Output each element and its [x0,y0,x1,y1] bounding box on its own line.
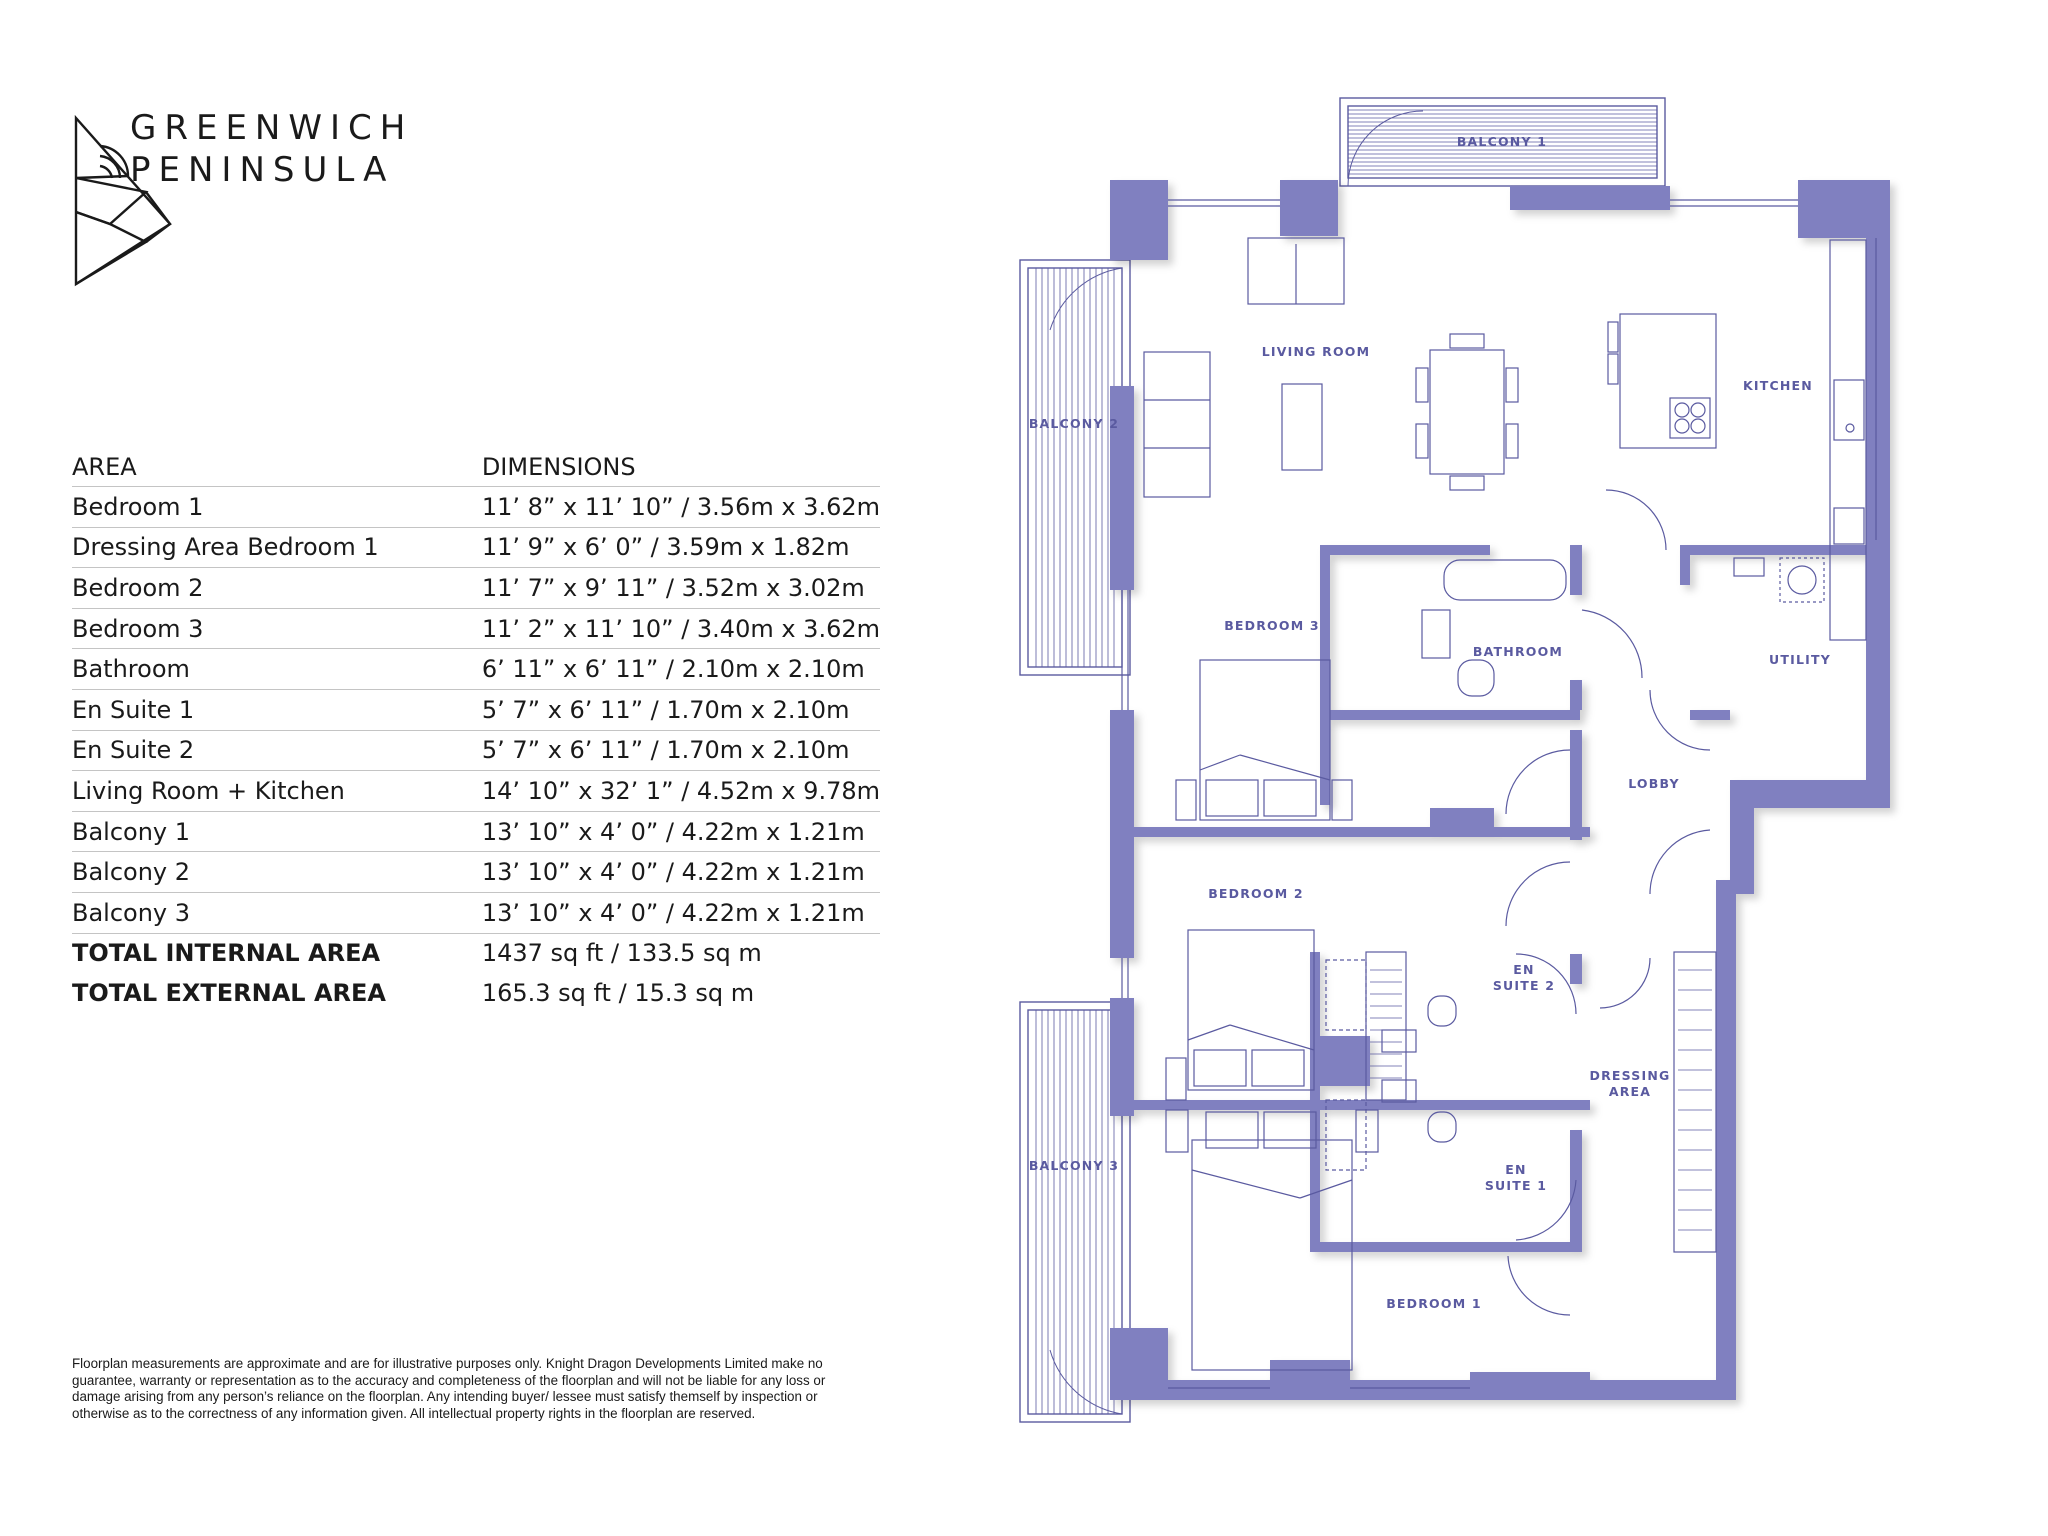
label-bedroom-2: BEDROOM 2 [1208,886,1304,901]
walls [1110,180,1890,1400]
table-row [72,527,880,568]
row-dimensions: 14’ 10” x 32’ 1” / 4.52m x 9.78m [482,771,880,812]
label-dressing-a: DRESSING [1589,1068,1671,1083]
row-area: Balcony 1 [72,811,482,852]
total-row [72,973,880,1013]
total-area-value: 165.3 sq ft / 15.3 sq m [481,978,755,1007]
row-area: En Suite 1 [72,689,482,730]
brand-line-2: PENINSULA [130,150,395,190]
header-dimensions: DIMENSIONS [482,448,880,487]
label-balcony-1: BALCONY 1 [1456,134,1548,149]
label-living-room: LIVING ROOM [1261,344,1371,359]
label-lobby: LOBBY [1628,776,1680,791]
table-row [72,852,880,893]
area-dimensions-table [72,448,880,1013]
label-kitchen: KITCHEN [1743,378,1813,393]
row-dimensions: 13’ 10” x 4’ 0” / 4.22m x 1.21m [482,852,880,893]
row-area: Living Room + Kitchen [72,771,482,812]
table-row [72,487,880,528]
row-dimensions: 13’ 10” x 4’ 0” / 4.22m x 1.21m [482,811,880,852]
label-en-suite-1-b: SUITE 1 [1484,1178,1548,1193]
row-dimensions: 11’ 2” x 11’ 10” / 3.40m x 3.62m [482,608,880,649]
label-dressing-b: AREA [1608,1084,1652,1099]
row-area: Balcony 2 [72,852,482,893]
row-area: Bathroom [72,649,482,690]
row-area: Balcony 3 [72,892,482,933]
row-dimensions: 11’ 9” x 6’ 0” / 3.59m x 1.82m [482,527,880,568]
row-area: Dressing Area Bedroom 1 [72,527,482,568]
label-utility: UTILITY [1769,652,1831,667]
row-area: Bedroom 2 [72,568,482,609]
table-row [72,649,880,690]
room-labels [1029,134,1831,1311]
floor-plan [1010,90,2020,1440]
row-dimensions: 13’ 10” x 4’ 0” / 4.22m x 1.21m [482,892,880,933]
label-en-suite-2-a: EN [1513,962,1535,977]
label-en-suite-2-b: SUITE 2 [1492,978,1556,993]
label-bedroom-3: BEDROOM 3 [1224,618,1320,633]
total-area-label: TOTAL INTERNAL AREA [72,933,482,973]
total-area-label: TOTAL EXTERNAL AREA [72,978,386,1007]
table-row [72,689,880,730]
table-row [72,771,880,812]
table-header-row [72,448,880,487]
row-area: En Suite 2 [72,730,482,771]
label-balcony-2: BALCONY 2 [1028,416,1120,431]
row-dimensions: 11’ 7” x 9’ 11” / 3.52m x 3.02m [482,568,880,609]
row-dimensions: 5’ 7” x 6’ 11” / 1.70m x 2.10m [482,689,880,730]
disclaimer-text: Floorplan measurements are approximate and are for illustrative purposes only. Knight Dragon Developments Limited make no guarantee, warranty or representation as to the accuracy and completeness of the floorplan and will not be liable for any loss or damage arising from any person’s reliance on the floorplan. Any intending buyer/ lessee must satisfy themself by inspection or otherwise as to the correctness of any information given. All intellectual property rights in the floorplan are reserved. [72,1356,826,1421]
table-row [72,892,880,933]
row-area: Bedroom 3 [72,608,482,649]
table-row [72,730,880,771]
row-dimensions: 5’ 7” x 6’ 11” / 1.70m x 2.10m [482,730,880,771]
header-area: AREA [72,448,482,487]
table-row [72,811,880,852]
row-dimensions: 6’ 11” x 6’ 11” / 2.10m x 2.10m [482,649,880,690]
label-balcony-3: BALCONY 3 [1028,1158,1120,1173]
label-bathroom: BATHROOM [1472,644,1564,659]
row-area: Bedroom 1 [72,487,482,528]
label-bedroom-1: BEDROOM 1 [1386,1296,1482,1311]
total-area-value: 1437 sq ft / 133.5 sq m [482,933,880,973]
label-en-suite-1-a: EN [1505,1162,1527,1177]
table-row [72,568,880,609]
brand-line-1: GREENWICH [130,108,414,148]
table-row [72,608,880,649]
row-dimensions: 11’ 8” x 11’ 10” / 3.56m x 3.62m [482,487,880,528]
total-row [72,933,880,973]
